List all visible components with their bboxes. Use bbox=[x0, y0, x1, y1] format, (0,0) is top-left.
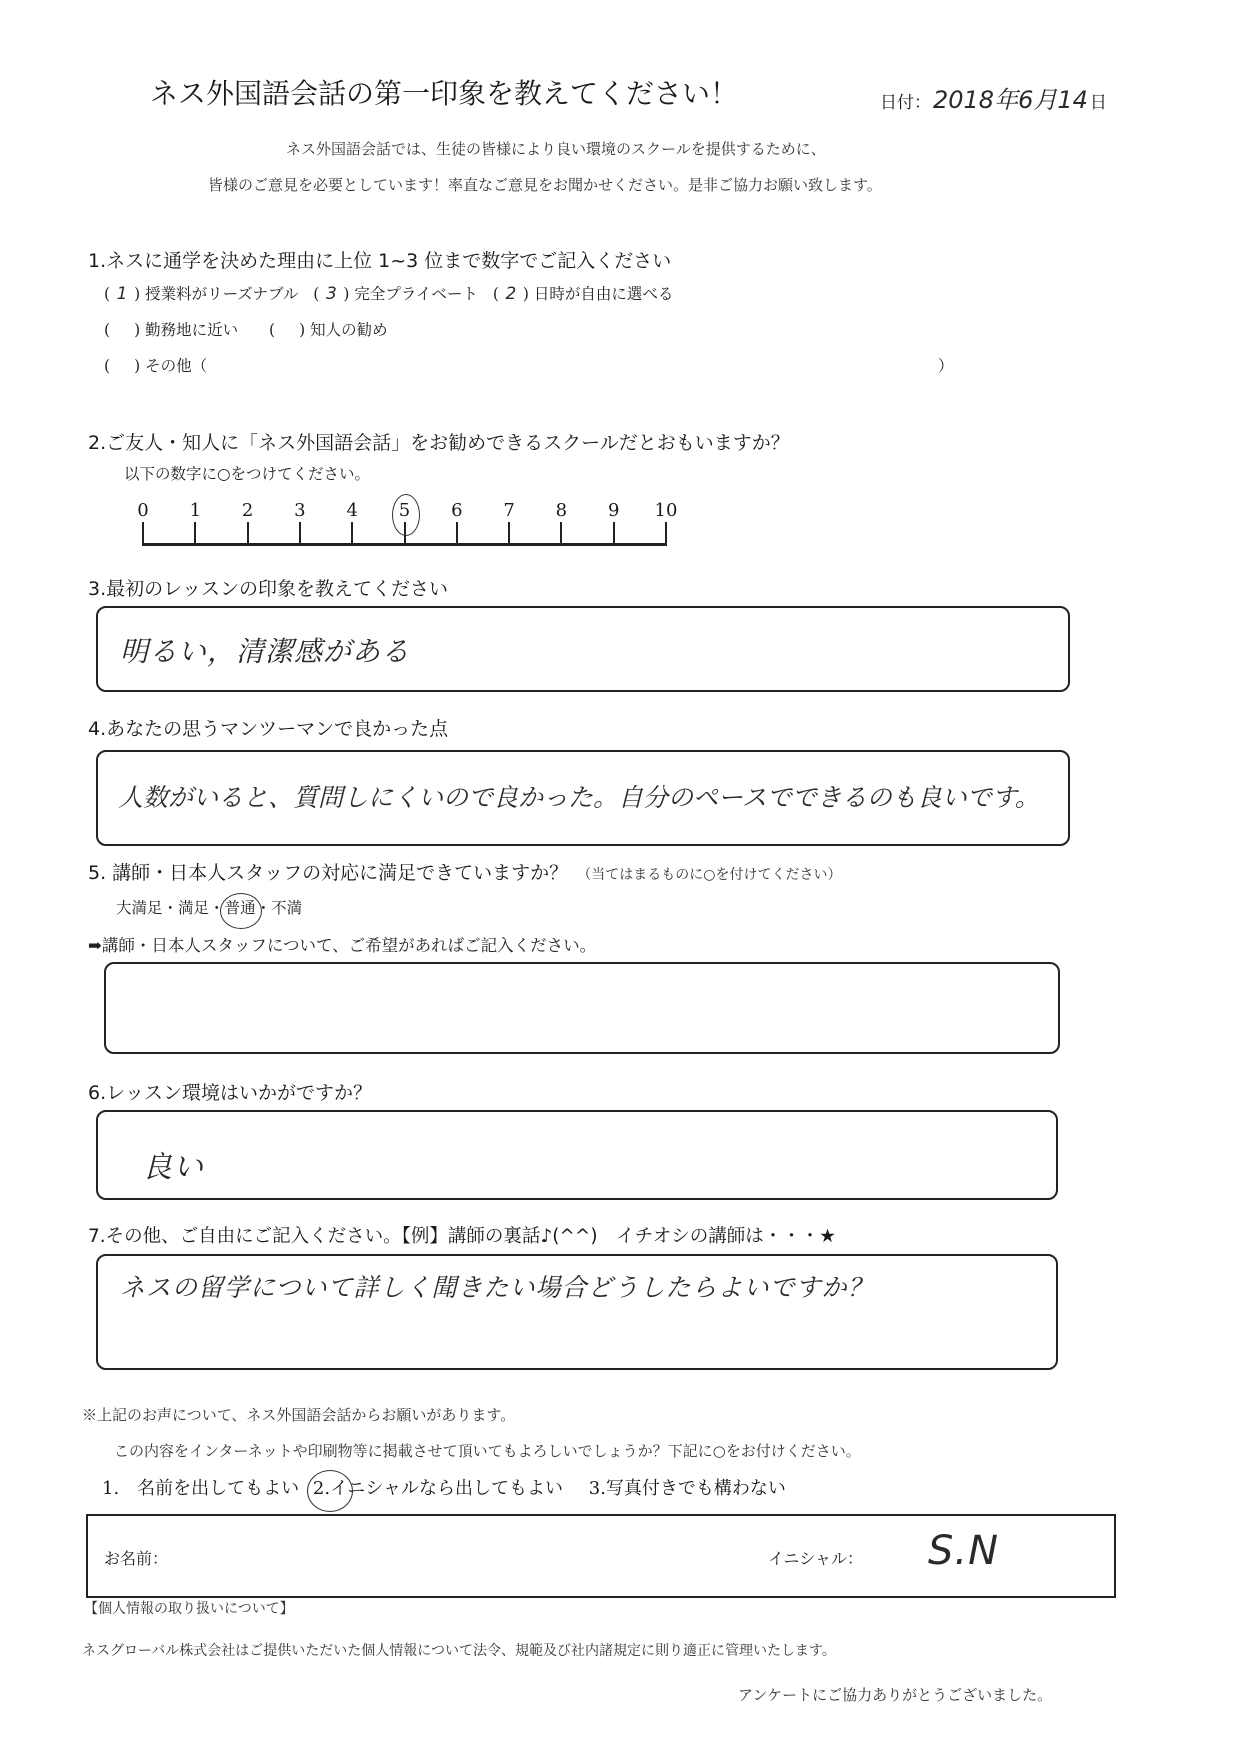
scale-tick bbox=[142, 522, 144, 544]
intro-line-1: ネス外国語会話では、生徒の皆様により良い環境のスクールを提供するために、 bbox=[286, 140, 826, 158]
q1-question: 1.ネスに通学を決めた理由に上位 1~3 位まで数字でご記入ください bbox=[88, 250, 672, 272]
scale-tick bbox=[456, 522, 458, 544]
q5-choice-neutral[interactable] bbox=[225, 899, 256, 917]
thanks-message: アンケートにご協力ありがとうございました。 bbox=[738, 1686, 1053, 1704]
q5-choices bbox=[116, 896, 302, 918]
separator: ・ bbox=[255, 899, 272, 917]
q1-option-private[interactable]: ( 3 ) bbox=[313, 284, 350, 304]
date-suffix: 日 bbox=[1089, 93, 1107, 113]
scale-tick bbox=[404, 522, 406, 544]
consent-question: この内容をインターネットや印刷物等に掲載させて頂いてもよろしいでしょうか？下記に○をお付けください。 bbox=[114, 1442, 861, 1460]
option-label: 知人の勧め bbox=[310, 321, 388, 339]
scale-option-3[interactable]: 3 bbox=[294, 500, 306, 521]
consent-options bbox=[102, 1474, 786, 1500]
scale-option-6[interactable]: 6 bbox=[451, 500, 463, 521]
option-label: 日時が自由に選べる bbox=[533, 285, 674, 303]
q1-row-1 bbox=[104, 282, 673, 304]
q4-answer-box[interactable] bbox=[96, 750, 1070, 846]
q2-instruction: 以下の数字に○をつけてください。 bbox=[124, 465, 371, 483]
q4-question: 4.あなたの思うマンツーマンで良かった点 bbox=[88, 718, 449, 740]
q5-instruction: （当てはまるものに○を付けてください） bbox=[577, 867, 842, 883]
scale-option-5[interactable]: 5 bbox=[398, 500, 411, 521]
scale-tick bbox=[299, 522, 301, 544]
q3-answer: 明るい，清潔感がある bbox=[120, 635, 411, 668]
q6-answer: 良い bbox=[142, 1150, 204, 1185]
q5-choice-very-satisfied[interactable]: 大満足 bbox=[116, 899, 163, 917]
q5-followup: ➡講師・日本人スタッフについて、ご希望があればご記入ください。 bbox=[88, 936, 597, 955]
consent-note: ※上記のお声について、ネス外国語会話からお願いがあります。 bbox=[82, 1406, 516, 1424]
q1-row-3 bbox=[104, 354, 207, 376]
q7-answer: ネスの留学について詳しく聞きたい場合どうしたらよいですか？ bbox=[120, 1273, 874, 1302]
q1-option-reasonable[interactable]: ( 1 ) bbox=[104, 284, 141, 304]
q4-answer: 人数がいると、質問しにくいので良かった。自分のペースでできるのも良いです。 bbox=[118, 783, 1040, 812]
identity-box bbox=[86, 1514, 1116, 1598]
date-label: 日付： bbox=[880, 93, 931, 113]
scale-option-10[interactable]: 10 bbox=[654, 500, 678, 521]
rank-field[interactable]: 1 bbox=[116, 284, 128, 304]
privacy-heading: 【個人情報の取り扱いについて】 bbox=[84, 1601, 294, 1617]
date-field[interactable]: 2018年6月14 bbox=[933, 86, 1088, 114]
option-label: 2.イニシャルなら出してもよい bbox=[312, 1478, 564, 1499]
scale-tick bbox=[665, 522, 667, 544]
consent-option-photo[interactable]: 3.写真付きでも構わない bbox=[588, 1478, 786, 1499]
q5-question-row bbox=[88, 858, 841, 885]
separator: ・ bbox=[162, 899, 179, 917]
q1-row-2 bbox=[104, 318, 388, 340]
intro-line-2: 皆様のご意見を必要としています！率直なご意見をお聞かせください。是非ご協力お願い致します。 bbox=[208, 176, 882, 194]
name-label: お名前： bbox=[104, 1549, 169, 1568]
q6-question: 6.レッスン環境はいかがですか？ bbox=[88, 1082, 372, 1104]
scale-tick bbox=[247, 522, 249, 544]
scale-tick bbox=[351, 522, 353, 544]
scale-option-7[interactable]: 7 bbox=[503, 500, 515, 521]
q5-choice-satisfied[interactable]: 満足 bbox=[178, 899, 210, 917]
initial-field[interactable]: S.N bbox=[928, 1528, 1000, 1574]
q1-option-near-work[interactable]: ( ) bbox=[104, 321, 141, 339]
option-label: 勤務地に近い bbox=[145, 321, 239, 339]
q1-option-flexible[interactable]: ( 2 ) bbox=[492, 284, 529, 304]
scale-tick bbox=[613, 522, 615, 544]
consent-option-full-name[interactable]: 1. 名前を出してもよい bbox=[102, 1478, 300, 1499]
choice-label: 普通 bbox=[224, 899, 256, 917]
q7-question: 7.その他、ご自由にご記入ください。【例】講師の裏話♪(^^) イチオシの講師は・・・★ bbox=[88, 1226, 836, 1247]
scale-option-8[interactable]: 8 bbox=[555, 500, 568, 521]
q5-followup-box[interactable] bbox=[104, 962, 1060, 1054]
scale-tick bbox=[194, 522, 196, 544]
scale-option-0[interactable]: 0 bbox=[137, 500, 149, 521]
rank-field[interactable]: 2 bbox=[505, 284, 517, 304]
scale-option-4[interactable]: 4 bbox=[346, 500, 358, 521]
initial-label: イニシャル： bbox=[768, 1549, 864, 1568]
q7-answer-box[interactable] bbox=[96, 1254, 1058, 1370]
q3-question: 3.最初のレッスンの印象を教えてください bbox=[88, 578, 448, 600]
q1-other-close: ） bbox=[938, 357, 954, 375]
scale-option-2[interactable]: 2 bbox=[241, 500, 254, 521]
q2-question: 2.ご友人・知人に「ネス外国語会話」をお勧めできるスクールだとおもいますか？ bbox=[88, 432, 790, 454]
q1-option-referral[interactable]: ( ) bbox=[269, 321, 306, 339]
date-row bbox=[880, 80, 1107, 115]
scale-baseline bbox=[142, 543, 667, 546]
separator: ・ bbox=[209, 899, 225, 917]
q1-option-other[interactable]: ( ) bbox=[104, 357, 141, 375]
q5-question: 5. 講師・日本人スタッフの対応に満足できていますか？ bbox=[88, 862, 569, 884]
option-label: その他（ bbox=[145, 357, 208, 375]
rank-field[interactable]: 3 bbox=[325, 284, 337, 304]
scale-tick bbox=[508, 522, 510, 544]
page-title: ネス外国語会話の第一印象を教えてください！ bbox=[150, 77, 739, 110]
q6-answer-box[interactable] bbox=[96, 1110, 1058, 1200]
scale-option-9[interactable]: 9 bbox=[607, 500, 620, 521]
q5-choice-unsatisfied[interactable]: 不満 bbox=[271, 899, 303, 917]
consent-option-initials[interactable] bbox=[313, 1478, 563, 1499]
q3-answer-box[interactable] bbox=[96, 606, 1070, 692]
option-label: 完全プライベート bbox=[354, 285, 478, 303]
scale-option-1[interactable]: 1 bbox=[189, 500, 202, 521]
option-label: 授業料がリーズナブル bbox=[145, 285, 299, 303]
privacy-body: ネスグローバル株式会社はご提供いただいた個人情報について法令、規範及び社内諸規定に則り適正に管理いたします。 bbox=[82, 1643, 836, 1659]
scale-tick bbox=[560, 522, 562, 544]
